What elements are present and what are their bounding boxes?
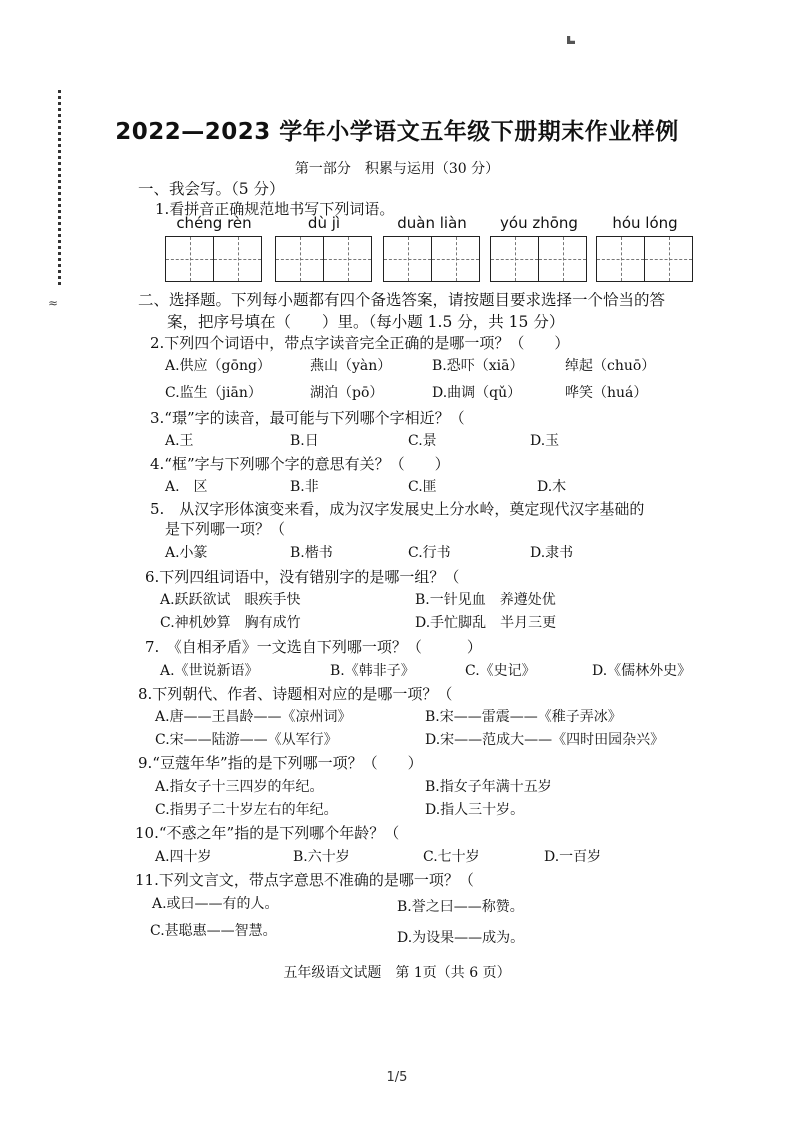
question-stem: 11.下列文言文，带点字意思不准确的是哪一项？（ <box>135 871 474 889</box>
option[interactable]: A. 区 <box>165 479 208 495</box>
question-stem: 10.“不惑之年”指的是下列哪个年龄？（ <box>135 824 400 842</box>
question-stem: 4.“框”字与下列哪个字的意思有关？（ ） <box>150 455 450 473</box>
question-1-instruction: 1.看拼音正确规范地书写下列词语。 <box>155 200 395 218</box>
option[interactable]: B.誉之曰——称赞。 <box>397 899 524 915</box>
option[interactable]: A.唐——王昌龄——《凉州词》 <box>155 709 352 725</box>
page-footer: 五年级语文试题 第 1页（共 6 页） <box>283 965 511 981</box>
option[interactable]: B.《韩非子》 <box>330 663 415 679</box>
option[interactable]: C.行书 <box>408 545 451 561</box>
section-2-heading: 二、选择题。下列每小题都有四个备选答案，请按题目要求选择一个恰当的答 <box>138 291 666 309</box>
option[interactable]: B.日 <box>290 433 319 449</box>
option[interactable]: B.宋——雷震——《稚子弄冰》 <box>425 709 622 725</box>
section-1-heading: 一、我会写。（5 分） <box>138 180 285 198</box>
question-stem: 5. 从汉字形体演变来看，成为汉字发展史上分水岭，奠定现代汉字基础的 <box>150 500 645 518</box>
option[interactable]: A.四十岁 <box>155 849 212 865</box>
scan-corner-mark <box>567 36 575 44</box>
option[interactable]: D.玉 <box>530 433 560 449</box>
option[interactable]: C.七十岁 <box>423 849 480 865</box>
pinyin-label: duàn liàn <box>397 214 467 232</box>
pinyin-label: chéng rèn <box>176 214 252 232</box>
option[interactable]: D.指人三十岁。 <box>425 802 525 818</box>
page-indicator: 1/5 <box>386 1070 408 1085</box>
question-stem: 7. 《自相矛盾》一文选自下列哪一项？（ ） <box>145 638 482 656</box>
option[interactable]: C.《史记》 <box>465 663 536 679</box>
option[interactable]: D.手忙脚乱 半月三更 <box>415 615 557 631</box>
option[interactable]: B.指女子年满十五岁 <box>425 779 552 795</box>
section-2-heading-cont: 案，把序号填在（ ）里。（每小题 1.5 分，共 15 分） <box>167 313 565 331</box>
option[interactable]: D.宋——范成大——《四时田园杂兴》 <box>425 732 665 748</box>
question-stem: 6.下列四组词语中，没有错别字的是哪一组？（ <box>145 568 460 586</box>
option[interactable]: A.小篆 <box>165 545 208 561</box>
page-title: 2022—2023 学年小学语文五年级下册期末作业样例 <box>115 119 679 145</box>
option[interactable]: C.指男子二十岁左右的年纪。 <box>155 802 338 818</box>
option[interactable]: D.为设果——成为。 <box>397 930 525 946</box>
option[interactable]: D.隶书 <box>530 545 574 561</box>
question-stem: 3.“璟”字的读音，最可能与下列哪个字相近？（ <box>150 409 465 427</box>
option[interactable]: B.一针见血 养遵处优 <box>415 592 556 608</box>
option[interactable]: C.监生（jiān） <box>165 385 262 401</box>
pinyin-label: dù jì <box>307 214 341 232</box>
question-stem-cont: 是下列哪一项？（ <box>165 520 286 538</box>
option[interactable]: 燕山（yàn） <box>310 358 392 374</box>
option[interactable]: 哗笑（huá） <box>565 385 648 401</box>
option[interactable]: D.曲调（qǔ） <box>432 385 522 401</box>
option[interactable]: D.一百岁 <box>544 849 602 865</box>
option[interactable]: C.宋——陆游——《从军行》 <box>155 732 338 748</box>
question-stem: 8.下列朝代、作者、诗题相对应的是哪一项？（ <box>138 685 453 703</box>
question-stem: 9.“豆蔻年华”指的是下列哪一项？（ ） <box>138 754 423 772</box>
option[interactable]: B.恐吓（xiā） <box>432 358 524 374</box>
option[interactable]: C.甚聪惠——智慧。 <box>150 923 277 939</box>
option[interactable]: A.指女子十三四岁的年纪。 <box>155 779 324 795</box>
question-stem: 2.下列四个词语中，带点字读音完全正确的是哪一项？（ ） <box>150 334 570 352</box>
option[interactable]: C.景 <box>408 433 437 449</box>
pinyin-label: hóu lóng <box>612 214 678 232</box>
option[interactable]: A.或曰——有的人。 <box>152 896 279 912</box>
option[interactable]: A.供应（gōng） <box>165 358 271 374</box>
option[interactable]: B.六十岁 <box>293 849 350 865</box>
option[interactable]: D.木 <box>537 479 567 495</box>
option[interactable]: B.楷书 <box>290 545 333 561</box>
option[interactable]: A.跃跃欲试 眼疾手快 <box>160 592 301 608</box>
option[interactable]: A.《世说新语》 <box>160 663 259 679</box>
option[interactable]: A.王 <box>165 433 194 449</box>
option[interactable]: 湖泊（pō） <box>310 385 384 401</box>
part-heading: 第一部分 积累与运用（30 分） <box>294 161 500 177</box>
pinyin-label: yóu zhōng <box>500 214 578 232</box>
option[interactable]: C.神机妙算 胸有成竹 <box>160 615 301 631</box>
option[interactable]: D.《儒林外史》 <box>592 663 692 679</box>
option[interactable]: 绰起（chuō） <box>565 358 656 374</box>
option[interactable]: B.非 <box>290 479 319 495</box>
binding-mark: ≈ <box>48 296 59 310</box>
option[interactable]: C.匪 <box>408 479 437 495</box>
